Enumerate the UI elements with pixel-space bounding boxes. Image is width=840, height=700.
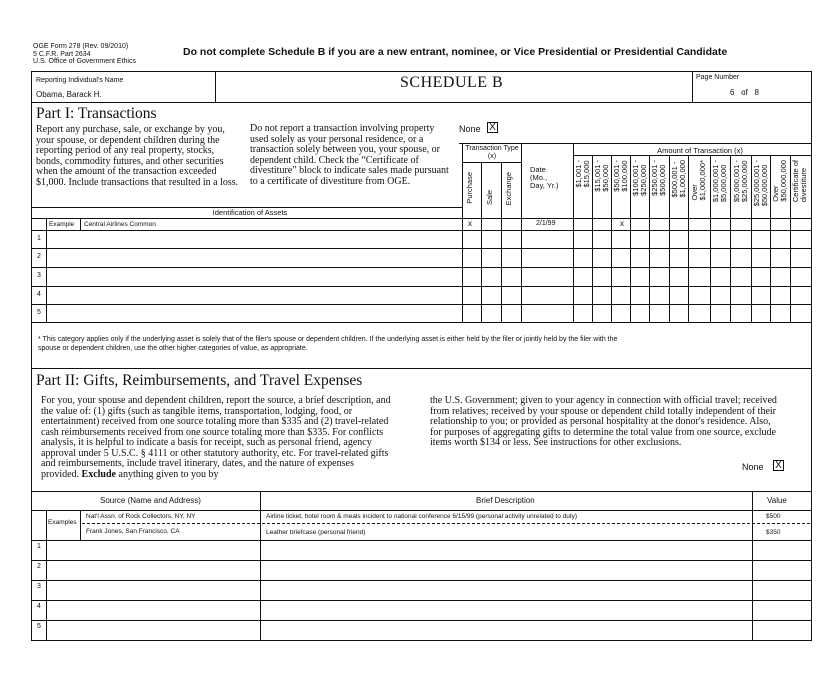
col-amt-4: $100,001 - $250,000 <box>631 160 648 196</box>
example-date: 2/1/99 <box>536 220 556 227</box>
part2-row-number: 1 <box>37 543 41 550</box>
example-asset: Central Airlines Common <box>84 221 156 228</box>
part2-title: Part II: Gifts, Reimbursements, and Travel Expenses <box>36 372 363 389</box>
col-amt-10: $25,000,001 - $50,000,000 <box>752 160 769 207</box>
part1-title: Part I: Transactions <box>36 105 157 122</box>
form-cfr: 5 C.F.R. Part 2634 <box>33 50 91 58</box>
col-amt-2: $15,001 - $50,000 <box>593 160 610 192</box>
col-amt-9: $5,000,001 - $25,000,000 <box>732 160 749 203</box>
col-amt-11: Over $50,000,000 <box>771 160 788 202</box>
part1-footnote: * This category applies only if the underlying asset is solely that of the filer's spouse or dependent children. If the underlying asset is either held by the filer or jointly held by the filer with the spouse or dependent children, use the other higher categories of value, as appropriate. <box>38 336 618 352</box>
page-label: Page Number <box>696 74 740 81</box>
col-value: Value <box>767 496 787 505</box>
col-source: Source (Name and Address) <box>100 496 201 505</box>
col-certificate: Certificate of divestiture <box>791 160 808 203</box>
col-amt-6: $500,001 - $1,000,000 <box>670 160 687 198</box>
amount-header: Amount of Transaction (x) <box>657 146 743 155</box>
form-id: OGE Form 278 (Rev. 09/2010) <box>33 43 129 50</box>
col-purchase: Purchase <box>465 172 474 204</box>
name-value: Obama, Barack H. <box>36 90 102 99</box>
part2-none-label: None <box>742 462 764 472</box>
schedule-notice: Do not complete Schedule B if you are a new entrant, nominee, or Vice Presidential or Presidential Candidate <box>183 46 728 58</box>
assets-header: Identification of Assets <box>212 208 288 217</box>
part1-row-number: 5 <box>37 309 41 316</box>
part2-exclude-word: Exclude <box>81 468 116 480</box>
part1-row-number: 2 <box>37 253 41 260</box>
example-description: Leather briefcase (personal friend) <box>266 529 366 536</box>
page-value: 6 of 8 <box>730 88 759 97</box>
part2-row-number: 4 <box>37 603 41 610</box>
example-type-mark: x <box>468 219 472 228</box>
col-amt-3: $50,001 - $100,000 <box>612 160 629 192</box>
part2-row-number: 2 <box>37 563 41 570</box>
part2-left-text-main: For you, your spouse and dependent children, report the source, a brief description, and the value of: (1) gifts (such as tangible items, transportation, lodging, food, or entertainment) received from one source totaling more than $335 and (2) travel-related cash reimbursements received from one source totaling more than $335. For conflicts analysis, it is helpful to indicate a basis for receipt, such as personal friend, agency approval under 5 U.S.C. § 4111 or other statutory authority, etc. For travel-related gifts and reimbursements, include travel itinerary, dates, and the nature of expenses provided. <box>41 395 391 480</box>
col-amt-8: $1,000,001 - $5,000,000 <box>711 160 728 203</box>
part2-row-number: 3 <box>37 583 41 590</box>
example-amount-mark: x <box>620 219 624 228</box>
form-id-block <box>33 43 136 66</box>
part1-left-text: Report any purchase, sale, or exchange by you, your spouse, or dependent children during the reporting period of any real property, stocks, bonds, commodity futures, and other securities when the amount of the transaction exceeded $1,000. Include transactions that resulted in a loss. <box>36 124 239 188</box>
col-amt-1: $1,001 - $15,000 <box>574 160 591 188</box>
part2-left-text-end: anything given to you by <box>118 468 219 480</box>
date-header: Date (Mo., Day, Yr.) <box>530 165 559 190</box>
examples-label: Examples <box>48 519 77 526</box>
part2-row-number: 5 <box>37 623 41 630</box>
part1-middle-text: Do not report a transaction involving property used solely as your personal residence, or a transaction solely between you, your spouse, or dependent child. Check the “Certificate of divestiture” block to indicate sales made pursuant to a certificate of divestiture from OGE. <box>250 123 449 187</box>
example-source: Nat'l Assn. of Rock Collectors, NY, NY <box>86 513 196 520</box>
example-label: Example <box>49 221 75 228</box>
schedule-title: SCHEDULE B <box>400 74 504 91</box>
transaction-type-header: Transaction Type (x) <box>465 145 519 160</box>
part1-none-label: None <box>459 124 481 134</box>
col-exchange: Exchange <box>504 172 513 206</box>
example-source: Frank Jones, San Francisco, CA <box>86 528 180 535</box>
part1-row-number: 4 <box>37 291 41 298</box>
col-description: Brief Description <box>476 496 535 505</box>
part1-row-number: 1 <box>37 235 41 242</box>
example-value: $350 <box>766 529 781 536</box>
example-description: Airline ticket, hotel room & meals incident to national conference 6/15/99 (personal activity unrelated to duty) <box>266 513 578 520</box>
part1-none-checkbox[interactable]: X <box>487 122 498 133</box>
part1-row-number: 3 <box>37 272 41 279</box>
col-amt-7: Over $1,000,000* <box>690 160 707 201</box>
col-amt-5: $250,001 - $500,000 <box>650 160 667 196</box>
examples-divider <box>82 523 810 524</box>
name-label: Reporting Individual's Name <box>36 77 124 84</box>
part2-none-checkbox[interactable]: X <box>773 460 784 471</box>
example-value: $500 <box>766 513 781 520</box>
part2-left-text <box>41 396 393 480</box>
col-sale: Sale <box>485 190 494 206</box>
part2-right-text: the U.S. Government; given to your agency in connection with official travel; received from relatives; received by your spouse or dependent child totally independent of their relationship to you; or provided as personal hospitality at the donor's residence. Also, for purposes of aggregating gifts to determine the total value from one source, exclude items worth $134 or less. See instructions for other exclusions. <box>430 395 777 448</box>
form-office: U.S. Office of Government Ethics <box>33 58 136 65</box>
